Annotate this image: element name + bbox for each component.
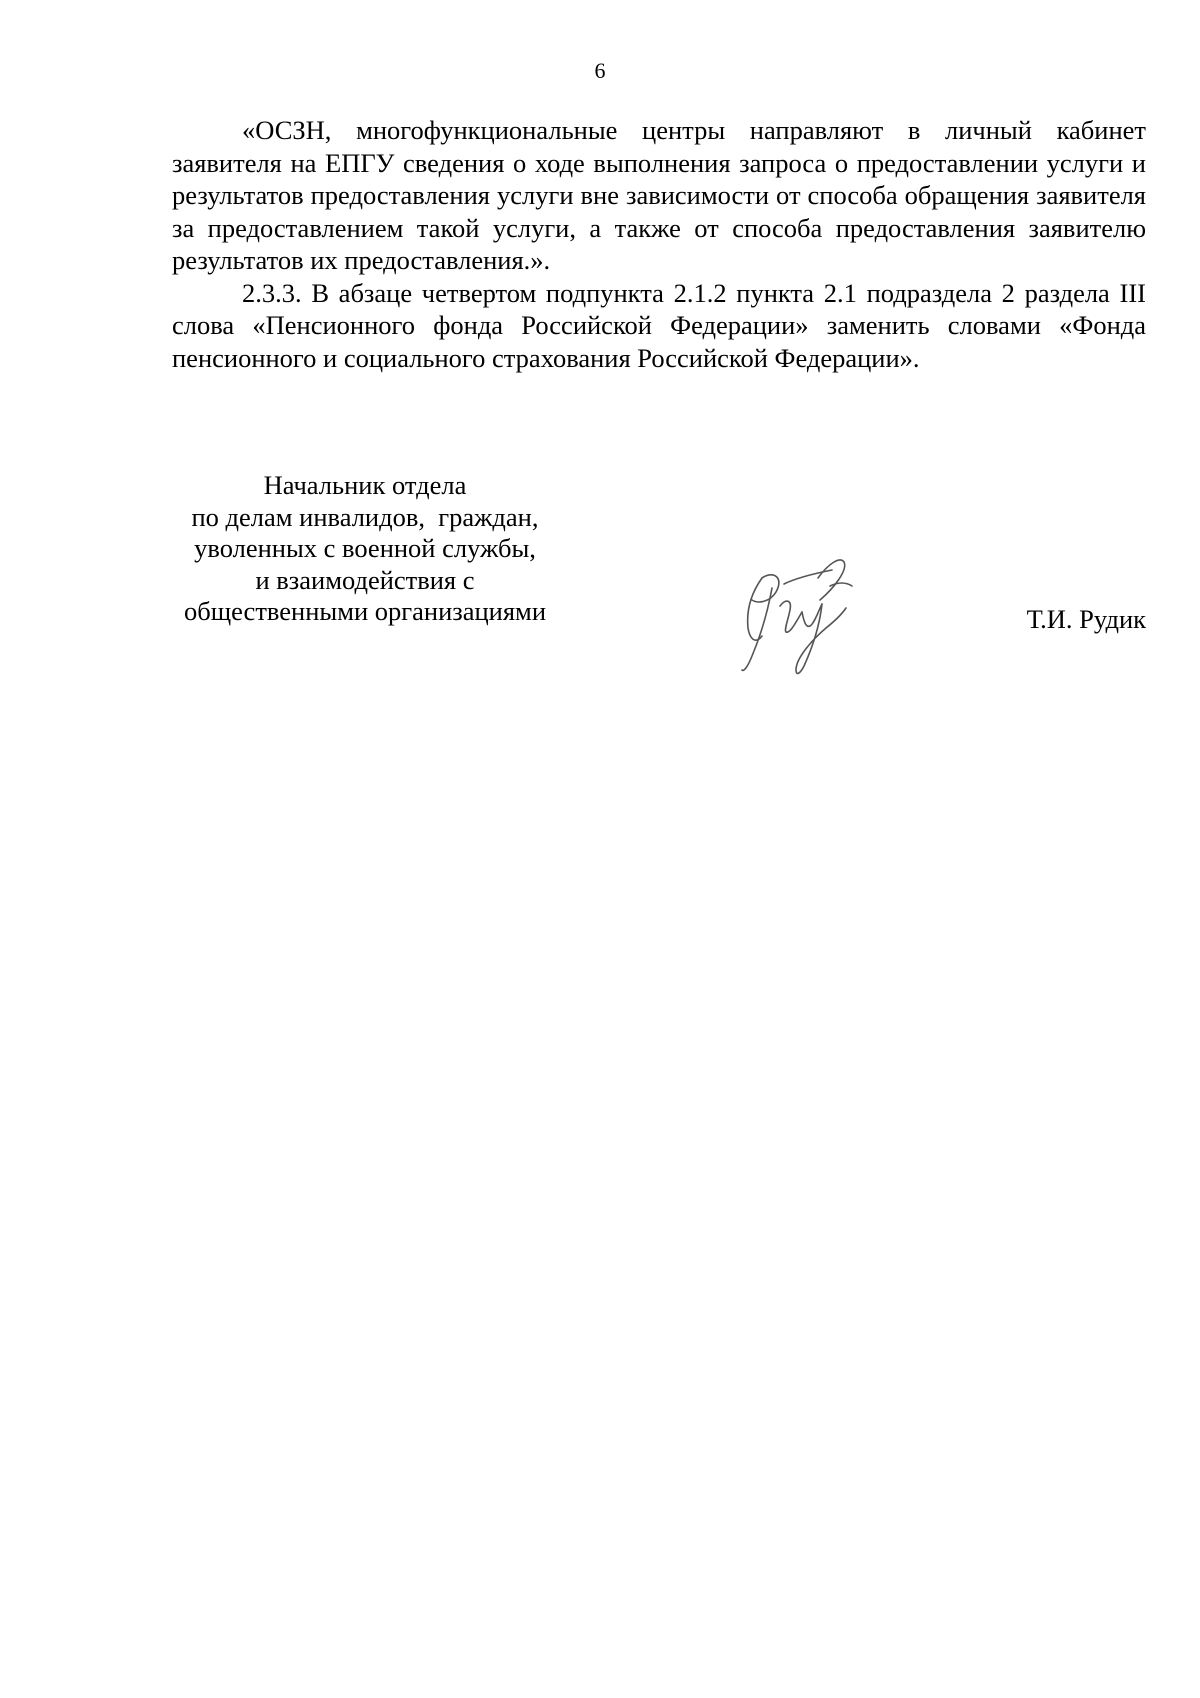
signatory-position (165, 470, 565, 628)
position-line: общественными организациями (184, 596, 546, 626)
signature-stroke (796, 604, 846, 673)
signature-stroke (748, 578, 762, 640)
position-line: по делам инвалидов, граждан, (191, 501, 539, 532)
position-line: уволенных с военной службы, (194, 533, 536, 563)
signature-stroke (780, 601, 802, 632)
document-body (172, 114, 1146, 374)
paragraph-notification-clause: «ОСЗН, многофункциональные центры направляют в личный кабинет заявителя на ЕПГУ сведения о ходе выполнения запроса о предоставлении услуги и результатов предоставления услуги вне зависимости от способа обращения заявителя за предоставлением такой услуги, а также от способа предоставления заявителю результатов их предоставления.». (172, 115, 1146, 275)
signature-stroke (818, 560, 845, 600)
signature-stroke (784, 570, 832, 584)
paragraph-amendment-2-3-3: 2.3.3. В абзаце четвертом подпункта 2.1.2 пункта 2.1 подраздела 2 раздела III слова «Пенсионного фонда Российской Федерации» заменить словами «Фонда пенсионного и социального страхования Российской Федерации». (172, 277, 1146, 373)
position-line: и взаимодействия с (255, 564, 475, 595)
position-line: Начальник отдела (263, 470, 467, 500)
page-number: 6 (594, 58, 606, 83)
handwritten-signature-icon (722, 548, 870, 682)
signer-name: Т.И. Рудик (1026, 604, 1146, 634)
